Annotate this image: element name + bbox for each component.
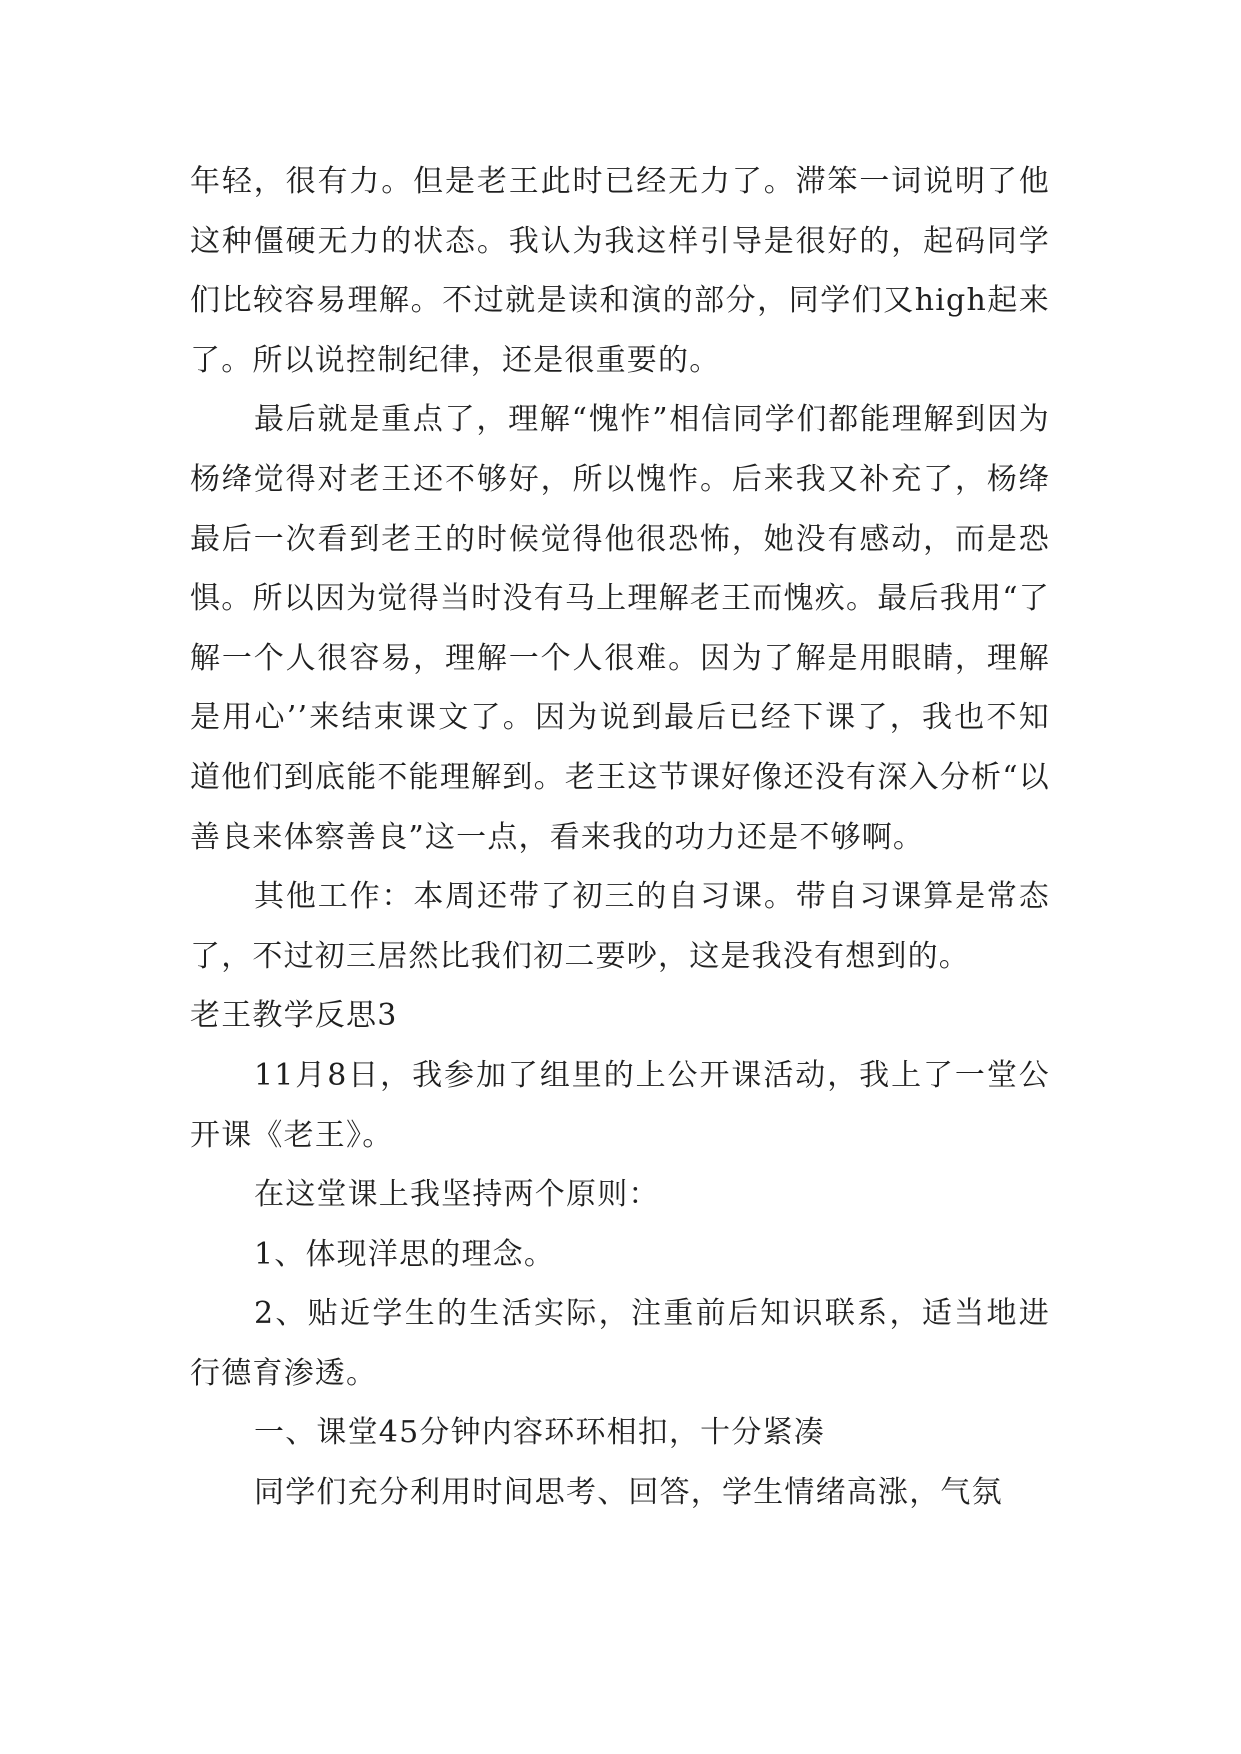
- paragraph-1: 年轻，很有力。但是老王此时已经无力了。滞笨一词说明了他这种僵硬无力的状态。我认为我这样引导是很好的，起码同学们比较容易理解。不过就是读和演的部分，同学们又high起来了。所以说控制纪律，还是很重要的。: [190, 164, 1050, 378]
- paragraph-8: 一、课堂45分钟内容环环相扣，十分紧凑: [254, 1415, 825, 1451]
- paragraph-3: 其他工作：本周还带了初三的自习课。带自习课算是常态了，不过初三居然比我们初二要吵，这是我没有想到的。: [190, 879, 1050, 974]
- paragraph-9: 同学们充分利用时间思考、回答，学生情绪高涨，气氛: [254, 1475, 1003, 1511]
- paragraph-4: 11月8日，我参加了组里的上公开课活动，我上了一堂公开课《老王》。: [190, 1057, 1050, 1153]
- paragraph-2: 最后就是重点了，理解“愧怍”相信同学们都能理解到因为杨绛觉得对老王还不够好，所以愧怍。后来我又补充了，杨绛最后一次看到老王的时候觉得他很恐怖，她没有感动，而是恐惧。所以因为觉得当时没有马上理解老王而愧疚。最后我用“了解一个人很容易，理解一个人很难。因为了解是用眼睛，理解是用心’’来结束课文了。因为说到最后已经下课了，我也不知道他们到底能不能理解到。老王这节课好像还没有深入分析“以善良来体察善良”这一点，看来我的功力还是不够啊。: [190, 402, 1050, 855]
- paragraph-5: 在这堂课上我坚持两个原则：: [254, 1177, 660, 1213]
- document-body: [190, 152, 1050, 1523]
- paragraph-7: 2、贴近学生的生活实际，注重前后知识联系，适当地进行德育渗透。: [190, 1296, 1050, 1391]
- section-title: 老王教学反思3: [190, 998, 398, 1034]
- paragraph-6: 1、体现洋思的理念。: [254, 1236, 556, 1272]
